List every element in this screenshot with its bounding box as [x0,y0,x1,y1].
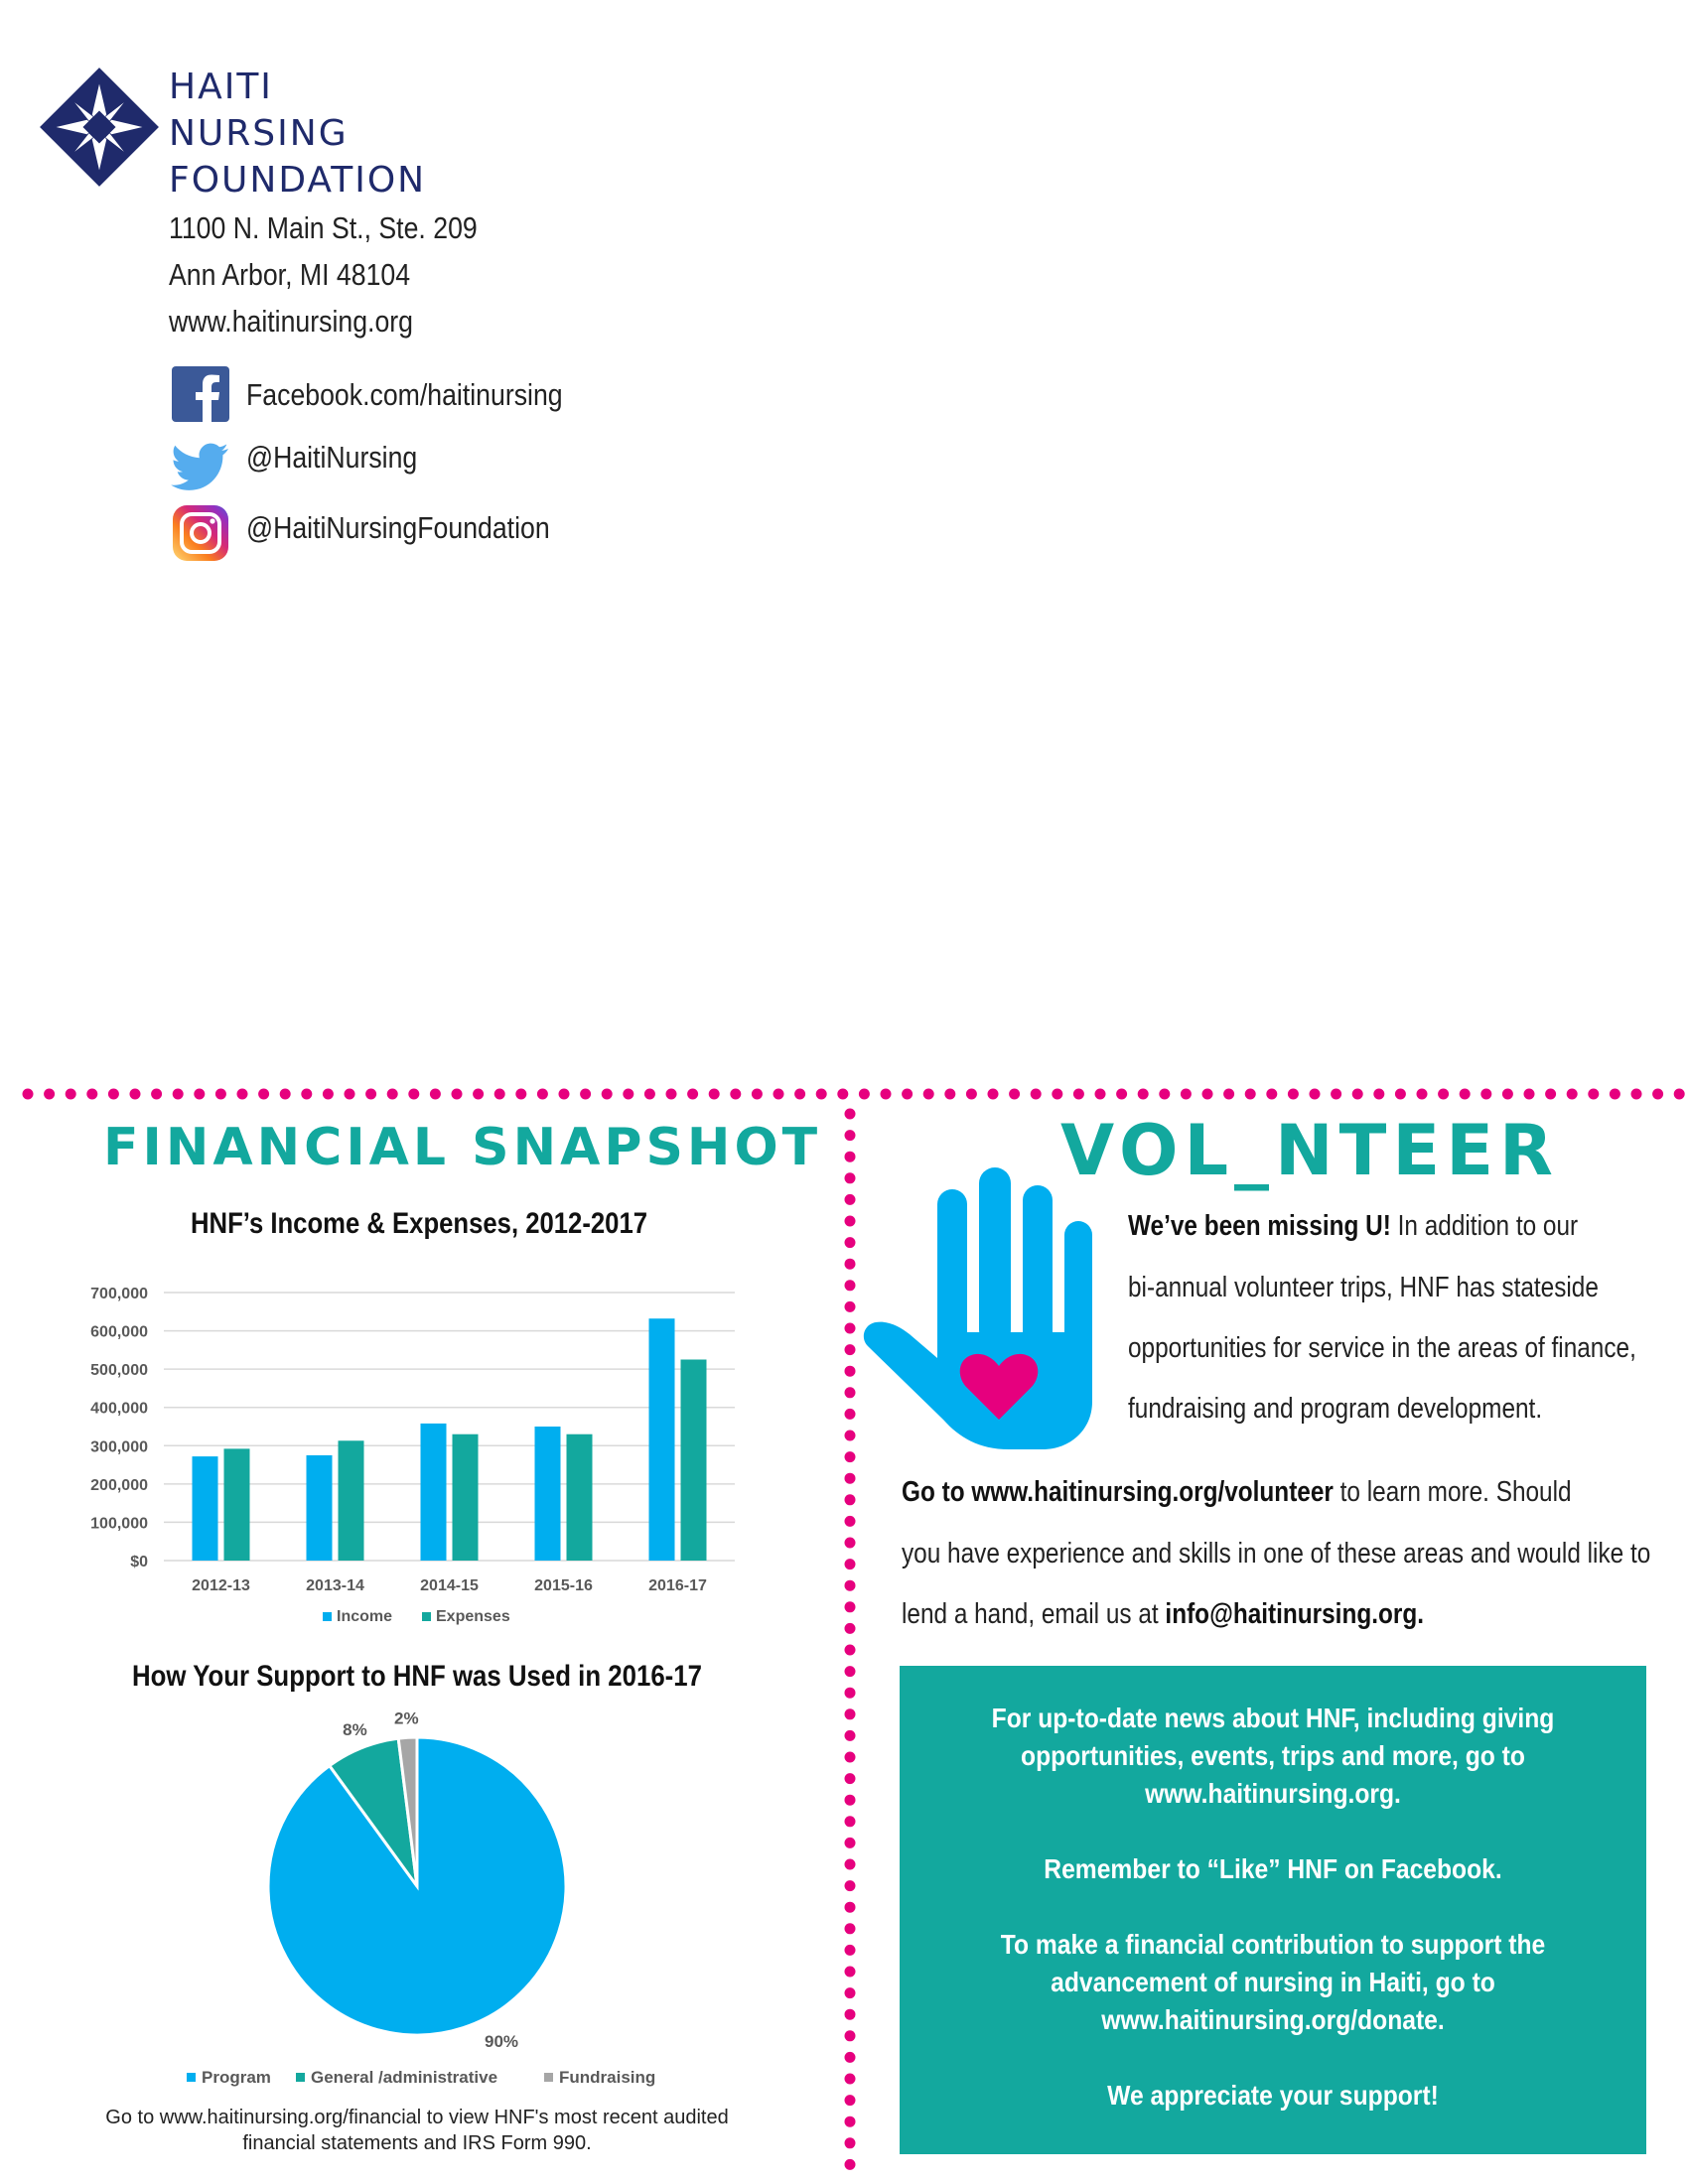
legend-label: Expenses [436,1608,510,1625]
legend-swatch [323,1612,332,1621]
org-name [169,64,426,204]
divider-dot [845,1323,856,1334]
financial-snapshot-heading: FINANCIAL SNAPSHOT [103,1118,822,1177]
org-name-line: NURSING [169,113,349,154]
news-paragraph [944,1700,1602,1813]
divider-dot [1331,1089,1341,1100]
divider-dot [845,1773,856,1784]
divider-dot [602,1089,613,1100]
divider-dot [845,1945,856,1956]
divider-dot [537,1089,548,1100]
divider-dot [323,1089,334,1100]
footnote-line: financial statements and IRS Form 990. [242,2132,592,2154]
legend-label: Program [202,2068,271,2087]
y-tick-label: $0 [130,1554,148,1570]
y-tick-label: 200,000 [90,1476,148,1494]
divider-dot [709,1089,720,1100]
divider-dot [345,1089,355,1100]
divider-dot [845,1859,856,1870]
like-line: Remember to “Like” HNF on Facebook. [1044,1853,1502,1884]
divider-dot [845,1601,856,1612]
bar-income-2012-13 [193,1456,218,1561]
divider-dot [44,1089,55,1100]
intro-text: In addition to our [1390,1210,1579,1242]
divider-dot [845,1344,856,1355]
thanks-paragraph [944,2077,1602,2115]
donate-url[interactable]: www.haitinursing.org/donate. [1101,2004,1445,2035]
divider-dot [988,1089,999,1100]
pie-value-label: 90% [484,2032,519,2051]
divider-dot [1631,1089,1642,1100]
bar-income-2014-15 [421,1424,447,1561]
divider-dot [1524,1089,1535,1100]
bar-expenses-2013-14 [339,1440,364,1561]
divider-dot [1610,1089,1620,1100]
divider-dot [845,1451,856,1462]
divider-dot [845,2159,856,2170]
divider-dot [623,1089,633,1100]
facebook-handle[interactable]: Facebook.com/haitinursing [246,377,563,412]
divider-dot [752,1089,763,1100]
divider-dot [452,1089,463,1100]
divider-dot [687,1089,698,1100]
x-tick-label: 2012-13 [192,1577,250,1594]
divider-dot [845,2095,856,2106]
divider-dot [845,1172,856,1183]
divider-dot [1502,1089,1513,1100]
divider-dot [559,1089,570,1100]
divider-dot [1202,1089,1213,1100]
twitter-icon[interactable] [171,437,230,494]
divider-dot [1352,1089,1363,1100]
divider-dot [237,1089,248,1100]
donate-paragraph [944,1926,1602,2039]
divider-dot [845,2116,856,2127]
divider-dot [845,1216,856,1227]
divider-dot [845,1409,856,1420]
divider-dot [1116,1089,1127,1100]
legend-swatch [296,2073,305,2082]
divider-dot [845,1237,856,1248]
divider-dot [845,1987,856,1998]
divider-dot [1138,1089,1149,1100]
x-tick-label: 2016-17 [648,1577,707,1594]
instagram-icon[interactable] [171,504,230,562]
divider-dot [301,1089,312,1100]
bar-income-2015-16 [535,1427,561,1561]
divider-dot [1159,1089,1170,1100]
divider-dot [515,1089,526,1100]
divider-dot [1310,1089,1321,1100]
divider-dot [845,1301,856,1312]
bar-income-2013-14 [307,1455,333,1561]
divider-dot [845,1152,856,1162]
divider-dot [845,2030,856,2041]
divider-dot [1095,1089,1106,1100]
divider-dot [845,1559,856,1570]
divider-dot [1395,1089,1406,1100]
divider-dot [494,1089,505,1100]
financial-footnote [40,2105,794,2156]
goto-rest: to learn more. Should [1333,1476,1572,1508]
divider-dot [1460,1089,1471,1100]
income-expenses-bar-chart [60,1201,755,1638]
divider-dot [966,1089,977,1100]
divider-dot [1545,1089,1556,1100]
bar-expenses-2012-13 [224,1448,250,1561]
volunteer-intro-line: bi-annual volunteer trips, HNF has stateside [1128,1272,1599,1303]
pie-chart-legend [40,2063,794,2093]
missing-u-bold: We’ve been missing U! [1128,1210,1391,1242]
donate-line: advancement of nursing in Haiti, go to [1051,1967,1495,1997]
website-link[interactable]: www.haitinursing.org [169,304,413,339]
divider-dot [365,1089,376,1100]
divider-dot [215,1089,226,1100]
divider-dot [845,1580,856,1591]
y-tick-label: 600,000 [90,1323,148,1341]
org-name-line: HAITI [169,67,273,107]
divider-dot [816,1089,827,1100]
y-tick-label: 300,000 [90,1438,148,1456]
divider-dot [845,1923,856,1934]
pie-value-label: 8% [343,1719,367,1739]
bar-expenses-2016-17 [681,1360,707,1562]
divider-dot [23,1089,34,1100]
divider-dot [1266,1089,1277,1100]
instagram-handle[interactable]: @HaitiNursingFoundation [246,510,550,545]
bar-chart-title: HNF’s Income & Expenses, 2012-2017 [191,1207,647,1240]
logo-star-icon [38,66,161,189]
divider-dot [845,1109,856,1120]
y-tick-label: 100,000 [90,1515,148,1533]
divider-dot [845,1752,856,1763]
divider-dot [845,1280,856,1291]
divider-dot [845,1194,856,1205]
footnote-line: Go to www.haitinursing.org/financial to view HNF's most recent audited [105,2107,729,2128]
divider-dot [845,1473,856,1484]
divider-dot [1417,1089,1428,1100]
email-link[interactable]: info@haitinursing.org. [1165,1598,1424,1630]
divider-dot [845,2009,856,2020]
divider-dot [280,1089,291,1100]
address-street: 1100 N. Main St., Ste. 209 [169,210,478,245]
divider-dot [845,1494,856,1505]
divider-dot [1373,1089,1384,1100]
divider-dot [1674,1089,1685,1100]
divider-dot [1073,1089,1084,1100]
divider-dot [1567,1089,1578,1100]
divider-dot [845,1730,856,1741]
divider-dot [837,1089,848,1100]
volunteer-intro-line: fundraising and program development. [1128,1393,1543,1425]
divider-dot [845,1366,856,1377]
volunteer-email-line [902,1598,1424,1631]
legend-label: General /administrative [311,2068,498,2087]
divider-dot [1480,1089,1491,1100]
divider-dot [845,1538,856,1549]
divider-dot [794,1089,805,1100]
divider-dot [845,1516,856,1527]
hand-heart-icon [860,1163,1102,1449]
divider-dot [944,1089,955,1100]
divider-dot [151,1089,162,1100]
y-tick-label: 700,000 [90,1286,148,1302]
divider-dot [845,1623,856,1634]
org-name-line: FOUNDATION [169,160,427,201]
twitter-handle[interactable]: @HaitiNursing [246,440,418,475]
divider-dot [1181,1089,1192,1100]
volunteer-goto-line [902,1476,1572,1509]
horizontal-dotted-divider [0,1084,1688,1104]
volunteer-skills-line: you have experience and skills in one of these areas and would like to [902,1538,1651,1570]
news-line: For up-to-date news about HNF, including giving [991,1703,1555,1733]
news-url[interactable]: www.haitinursing.org. [1145,1778,1401,1809]
divider-dot [845,1259,856,1270]
divider-dot [108,1089,119,1100]
divider-dot [845,1902,856,1913]
divider-dot [173,1089,184,1100]
divider-dot [902,1089,913,1100]
divider-dot [258,1089,269,1100]
thanks-line: We appreciate your support! [1107,2080,1439,2111]
divider-dot [845,1666,856,1677]
pie-chart-title: How Your Support to HNF was Used in 2016-17 [132,1660,702,1693]
divider-dot [1652,1089,1663,1100]
support-usage-pie-chart [139,1703,695,2090]
divider-dot [644,1089,655,1100]
volunteer-intro-line [1128,1210,1578,1243]
divider-dot [845,1708,856,1719]
divider-dot [923,1089,934,1100]
divider-dot [845,1880,856,1891]
divider-dot [430,1089,441,1100]
divider-dot [845,1431,856,1441]
divider-dot [1031,1089,1042,1100]
divider-dot [1588,1089,1599,1100]
divider-dot [387,1089,398,1100]
bar-expenses-2014-15 [453,1434,479,1561]
vertical-dotted-divider [840,1104,860,2184]
legend-label: Income [337,1608,393,1625]
x-tick-label: 2015-16 [534,1577,593,1594]
divider-dot [845,2074,856,2085]
donate-line: To make a financial contribution to support the [1000,1929,1546,1960]
bar-expenses-2015-16 [567,1434,593,1561]
divider-dot [1223,1089,1234,1100]
volunteer-intro-line: opportunities for service in the areas of finance, [1128,1332,1636,1364]
divider-dot [1052,1089,1062,1100]
info-callout-box [900,1666,1646,2154]
bar-income-2016-17 [649,1318,675,1561]
divider-dot [1288,1089,1299,1100]
divider-dot [1245,1089,1256,1100]
divider-dot [859,1089,870,1100]
email-lead: lend a hand, email us at [902,1598,1166,1630]
legend-swatch [422,1612,431,1621]
like-paragraph [944,1850,1602,1888]
divider-dot [845,1838,856,1848]
divider-dot [1438,1089,1449,1100]
divider-dot [845,2137,856,2148]
divider-dot [845,1795,856,1806]
pie-value-label: 2% [394,1708,419,1728]
divider-dot [845,1688,856,1699]
volunteer-heading: VOL_NTEER [1060,1110,1559,1191]
divider-dot [730,1089,741,1100]
news-line: opportunities, events, trips and more, go to [1021,1740,1525,1771]
x-tick-label: 2014-15 [420,1577,479,1594]
address-city: Ann Arbor, MI 48104 [169,257,411,292]
divider-dot [845,2052,856,2063]
divider-dot [86,1089,97,1100]
divider-dot [580,1089,591,1100]
legend-swatch [544,2073,553,2082]
divider-dot [845,1130,856,1141]
legend-swatch [187,2073,196,2082]
divider-dot [473,1089,484,1100]
y-tick-label: 400,000 [90,1400,148,1418]
x-tick-label: 2013-14 [306,1577,364,1594]
divider-dot [845,1645,856,1656]
legend-label: Fundraising [559,2068,656,2087]
divider-dot [845,1387,856,1398]
divider-dot [845,1816,856,1827]
divider-dot [881,1089,892,1100]
divider-dot [130,1089,141,1100]
y-tick-label: 500,000 [90,1362,148,1380]
divider-dot [408,1089,419,1100]
volunteer-link[interactable]: Go to www.haitinursing.org/volunteer [902,1476,1334,1508]
divider-dot [666,1089,677,1100]
facebook-icon[interactable] [171,365,230,423]
divider-dot [1009,1089,1020,1100]
divider-dot [845,1967,856,1978]
divider-dot [66,1089,76,1100]
divider-dot [194,1089,205,1100]
divider-dot [774,1089,784,1100]
